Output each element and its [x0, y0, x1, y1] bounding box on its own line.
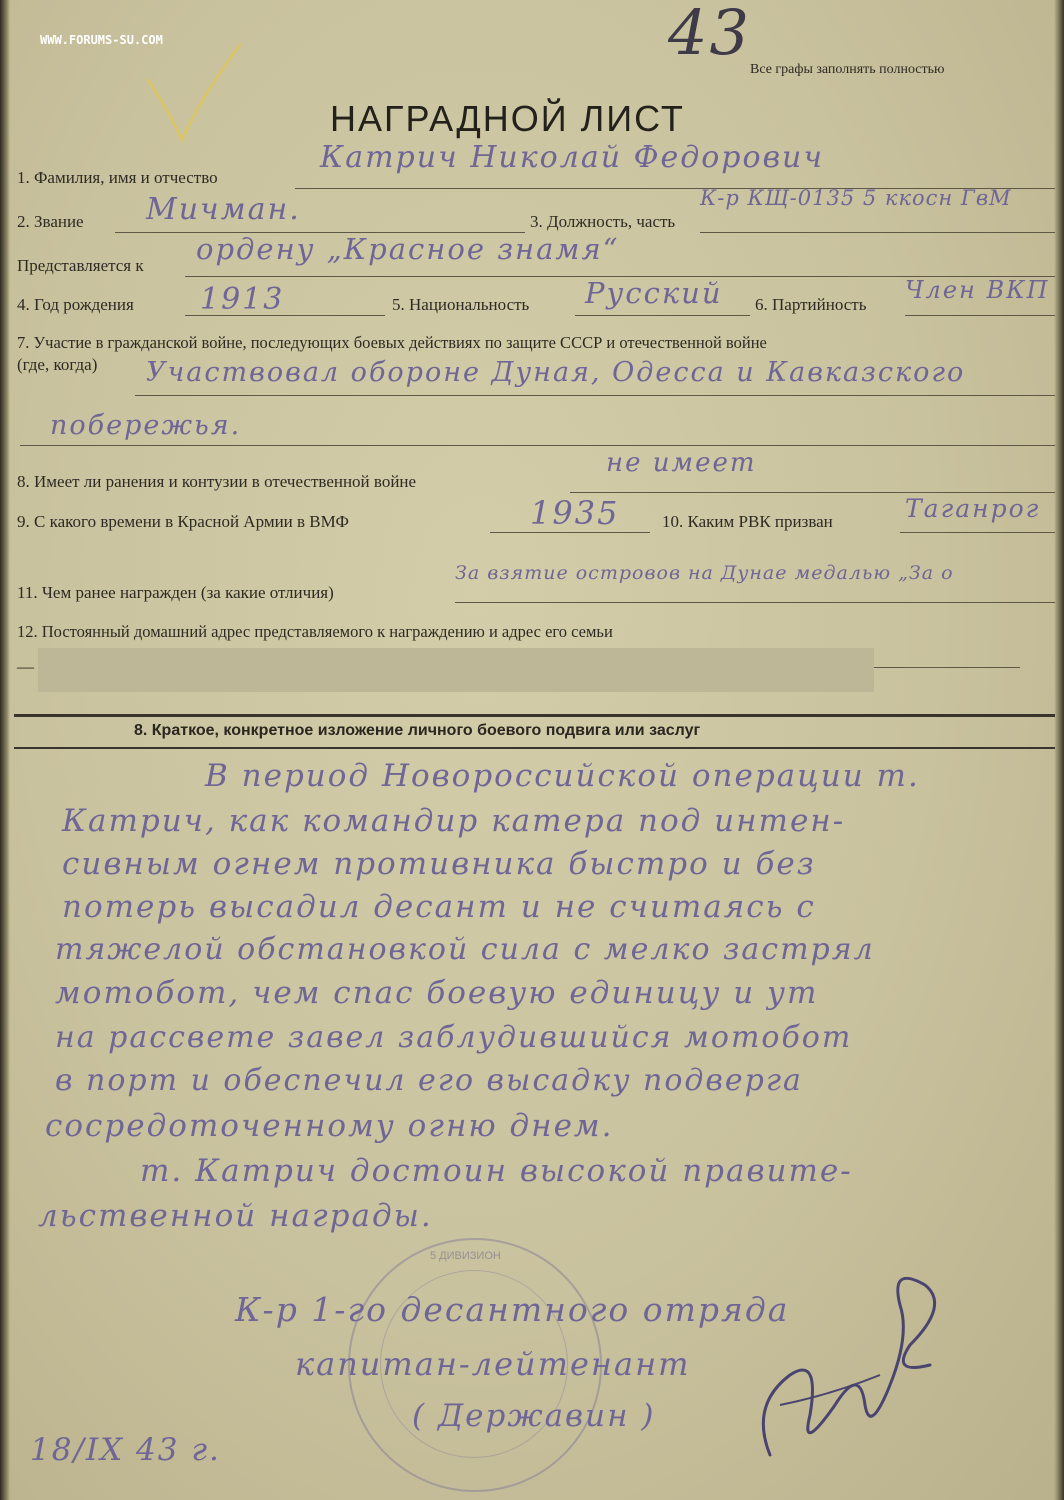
- field-4-value: 1913: [200, 282, 285, 317]
- field-4-line: [185, 315, 385, 316]
- narrative-line: сивным огнем противника быстро и без: [62, 846, 816, 882]
- field-2-value: Мичман.: [146, 192, 301, 227]
- field-1-value: Катрич Николай Федорович: [320, 140, 825, 175]
- document-title: НАГРАДНОЙ ЛИСТ: [330, 98, 685, 139]
- field-8-label: 8. Имеет ли ранения и контузии в отечественной войне: [17, 472, 417, 491]
- field-5-label: 5. Национальность: [392, 295, 530, 314]
- field-2-label: 2. Звание: [17, 212, 84, 231]
- narrative-line: в порт и обеспечил его высадку подверга: [55, 1063, 803, 1098]
- field-9-value: 1935: [530, 494, 620, 532]
- field-9-line: [490, 532, 650, 533]
- field-7-line-1: [135, 395, 1055, 396]
- field-10-label: 10. Каким РВК призван: [662, 512, 833, 531]
- field-5-line: [575, 315, 750, 316]
- signature-date: 18/IX 43 г.: [30, 1432, 221, 1468]
- presented-value: ордену „Красное знамя“: [196, 232, 620, 266]
- signature-position: К-р 1-го десантного отряда: [235, 1290, 790, 1329]
- narrative-line: на рассвете завел заблудившийся мотобот: [55, 1020, 853, 1055]
- field-12-dash: —: [17, 657, 34, 676]
- narrative-line: льственной награды.: [38, 1198, 433, 1234]
- scan-edge-left: [0, 0, 10, 1500]
- narrative-line: мотобот, чем спас боевую единицу и ут: [55, 975, 819, 1011]
- scan-edge-right: [1054, 0, 1064, 1500]
- field-6-line: [905, 315, 1055, 316]
- field-1-label: 1. Фамилия, имя и отчество: [17, 168, 218, 187]
- field-7-label: 7. Участие в гражданской войне, последующих боевых действиях по защите СССР и отечественной войне: [17, 333, 767, 352]
- field-7-label-2: (где, когда): [17, 355, 98, 374]
- field-7-value-2: побережья.: [50, 410, 242, 441]
- narrative-line: т. Катрич достоин высокой правите-: [140, 1153, 853, 1189]
- narrative-line: В период Новороссийской операции т.: [205, 758, 920, 794]
- redacted-address: [38, 648, 874, 692]
- stamp-text: 5 ДИВИЗИОН: [430, 1250, 501, 1262]
- field-10-value: Таганрог: [905, 494, 1041, 523]
- field-6-value: Член ВКП: [905, 276, 1050, 304]
- header-note: Все графы заполнять полностью: [750, 62, 945, 77]
- field-4-label: 4. Год рождения: [17, 295, 134, 314]
- field-6-label: 6. Партийность: [755, 295, 867, 314]
- signature-name: ( Державин ): [412, 1398, 656, 1434]
- field-7-line-2: [20, 445, 1055, 446]
- field-9-label: 9. С какого времени в Красной Армии в ВМФ: [17, 512, 349, 531]
- field-3-value: К-р КЩ-0135 5 ккосн ГвМ: [700, 186, 1012, 210]
- check-mark-icon: [140, 40, 250, 150]
- page-number: 43: [668, 0, 751, 69]
- handwritten-signature: [740, 1255, 960, 1470]
- narrative-line: потерь высадил десант и не считаясь с: [62, 889, 816, 925]
- narrative-line: Катрич, как командир катера под интен-: [62, 803, 846, 839]
- field-11-value: За взятие островов на Дунае медалью „За о: [455, 562, 954, 584]
- narrative-line: тяжелой обстановкой сила с мелко застрял: [55, 932, 875, 967]
- field-11-line: [455, 602, 1055, 603]
- section-rule-bottom: [14, 747, 1055, 749]
- field-8-value: не имеет: [606, 448, 757, 478]
- field-10-line: [900, 532, 1055, 533]
- field-3-label: 3. Должность, часть: [530, 212, 676, 231]
- presented-label: Представляется к: [17, 256, 144, 275]
- field-7-value-1: Участвовал обороне Дуная, Одесса и Кавказского: [146, 357, 966, 388]
- section-8-title: 8. Краткое, конкретное изложение личного боевого подвига или заслуг: [134, 722, 701, 739]
- narrative-line: сосредоточенному огню днем.: [45, 1108, 614, 1144]
- field-11-label: 11. Чем ранее награжден (за какие отличия): [17, 583, 334, 602]
- section-rule-top: [14, 714, 1055, 717]
- field-8-line: [570, 492, 1055, 493]
- field-5-value: Русский: [585, 276, 723, 310]
- field-12-label: 12. Постоянный домашний адрес представляемого к награждению и адрес его семьи: [17, 622, 613, 641]
- signature-rank: капитан-лейтенант: [295, 1345, 691, 1383]
- watermark: WWW.FORUMS-SU.COM: [40, 33, 163, 47]
- field-3-line: [700, 232, 1055, 233]
